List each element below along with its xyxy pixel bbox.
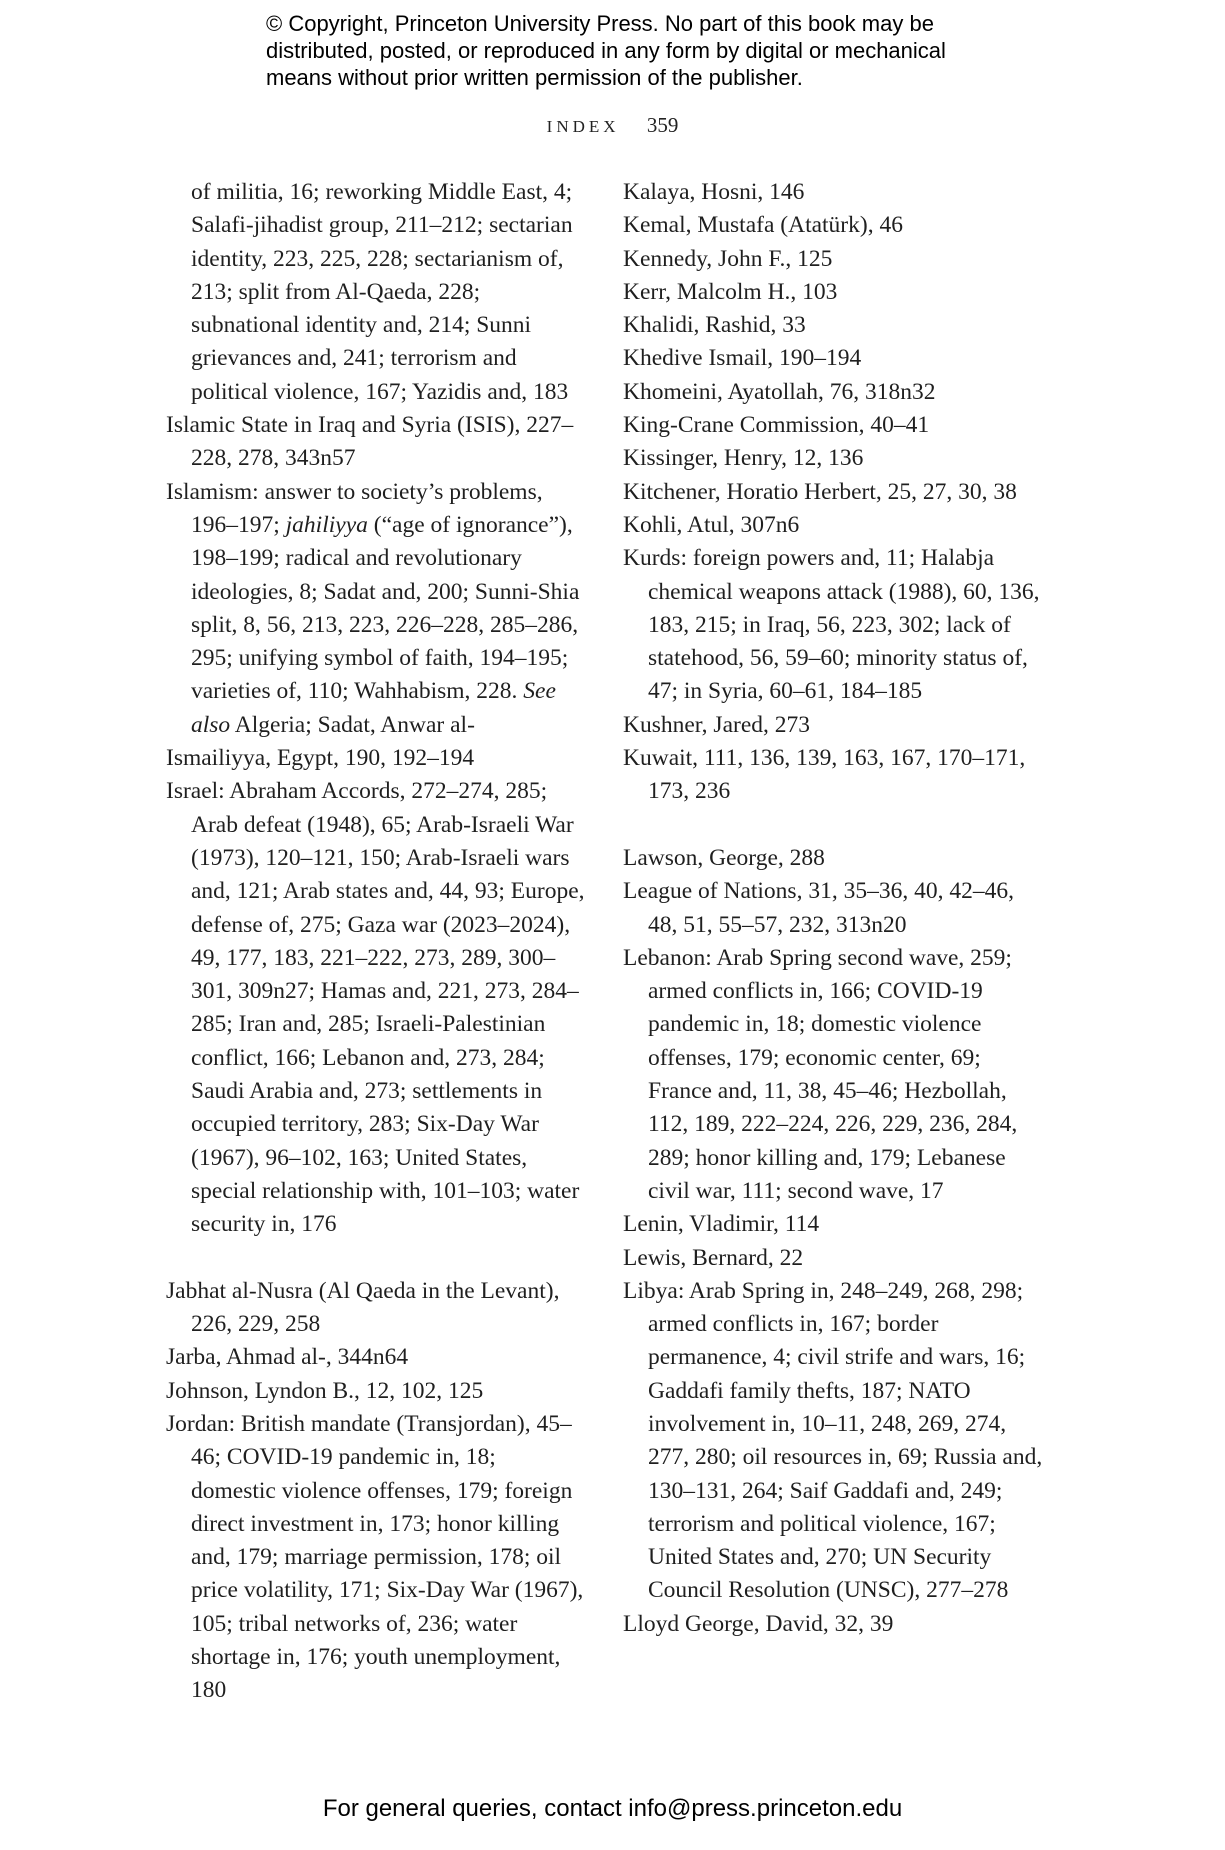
index-entry: Lenin, Vladimir, 114 [623,1211,820,1238]
index-column-right [623,176,1043,1641]
index-entry: Lawson, George, 288 [623,844,825,871]
entry-text: (“age of ignorance”), 198–199; radical and revolutionary ideologies, 8; Sadat and, 200; Sunni-Shia split, 8, 56, 213, 223, 226–228, 285–286, 295; unifying symbol of faith, 194–195; varieties of, 110; Wahhabism, 228. [191,511,580,705]
index-entry: of militia, 16; reworking Middle East, 4; Salafi-jihadist group, 211–212; sectarian identity, 223, 225, 228; sectarianism of, 213; split from Al-Qaeda, 228; subnational identity and, 214; Sunni grievances and, 241; terrorism and political violence, 167; Yazidis and, 183 [191,179,573,405]
running-head-label: INDEX [546,117,620,136]
index-entry: League of Nations, 31, 35–36, 40, 42–46, 48, 51, 55–57, 232, 313n20 [623,878,1014,938]
index-entry: Lebanon: Arab Spring second wave, 259; armed conflicts in, 166; COVID-19 pandemic in, 18; domestic violence offenses, 179; economic center, 69; France and, 11, 38, 45–46; Hezbollah, 112, 189, 222–224, 226, 229, 236, 284, 289; honor killing and, 179; Lebanese civil war, 111; second wave, 17 [623,944,1018,1204]
index-entry: Kohli, Atul, 307n6 [623,511,800,538]
index-entry: Kalaya, Hosni, 146 [623,179,805,205]
index-entry: Khomeini, Ayatollah, 76, 318n32 [623,378,936,405]
letter-group-gap [166,1242,586,1275]
index-entry: Khalidi, Rashid, 33 [623,312,806,339]
index-entry: Jarba, Ahmad al-, 344n64 [166,1344,409,1371]
index-entry: Jabhat al-Nusra (Al Qaeda in the Levant), 226, 229, 258 [166,1277,560,1338]
entry-italic-term: jahiliyya [285,511,368,538]
index-entry: Libya: Arab Spring in, 248–249, 268, 298; armed conflicts in, 167; border permanence, 4; civil strife and wars, 16; Gaddafi family thefts, 187; NATO involvement in, 10–11, 248, 269, 274, 277, 280; oil resources in, 69; Russia and, 130–131, 264; Saif Gaddafi and, 249; terrorism and political violence, 167; United States and, 270; UN Security Council Resolution (UNSC), 277–278 [623,1277,1043,1604]
index-entry: Ismailiyya, Egypt, 190, 192–194 [166,745,475,772]
running-head [0,113,1225,138]
footer-contact: For general queries, contact info@press.princeton.edu [322,1795,903,1822]
copyright-notice [266,10,966,91]
copyright-line-3: means without prior written permission of the publisher. [266,65,803,90]
index-entry: Kissinger, Henry, 12, 136 [623,445,864,472]
entry-text: Algeria; Sadat, Anwar al- [230,711,475,738]
see-also-label: See also [191,678,556,738]
page-number: 359 [646,113,679,137]
index-entry: King-Crane Commission, 40–41 [623,412,930,439]
index-entry: Khedive Ismail, 190–194 [623,345,862,372]
index-entry: Israel: Abraham Accords, 272–274, 285; Arab defeat (1948), 65; Arab-Israeli War (1973), 120–121, 150; Arab-Israeli wars and, 121; Arab states and, 44, 93; Europe, defense of, 275; Gaza war (2023–2024), 49, 177, 183, 221–222, 273, 289, 300–301, 309n27; Hamas and, 221, 273, 284–285; Iran and, 285; Israeli-Palestinian conflict, 166; Lebanon and, 273, 284; Saudi Arabia and, 273; settlements in occupied territory, 283; Six-Day War (1967), 96–102, 163; United States, special relationship with, 101–103; water security in, 176 [166,778,585,1238]
letter-group-gap [623,809,1043,842]
copyright-line-1: © Copyright, Princeton University Press. No part of this book may be [266,11,934,36]
index-entry: Kemal, Mustafa (Atatürk), 46 [623,212,903,239]
index-entry: Islamic State in Iraq and Syria (ISIS), 227–228, 278, 343n57 [166,412,574,472]
index-entry: Johnson, Lyndon B., 12, 102, 125 [166,1377,484,1404]
index-entry: Kuwait, 111, 136, 139, 163, 167, 170–171, 173, 236 [623,745,1026,805]
index-entry: Lloyd George, David, 32, 39 [623,1610,894,1637]
index-entry: Lewis, Bernard, 22 [623,1244,804,1271]
index-entry: Kushner, Jared, 273 [623,711,811,738]
entry-text: Islamism: answer to society’s problems, 196–197; [166,478,543,538]
index-entry: Kerr, Malcolm H., 103 [623,278,838,305]
index-entry: Jordan: British mandate (Transjordan), 45–46; COVID-19 pandemic in, 18; domestic violence offenses, 179; foreign direct investment in, 173; honor killing and, 179; marriage permission, 178; oil price volatility, 171; Six-Day War (1967), 105; tribal networks of, 236; water shortage in, 176; youth unemployment, 180 [166,1410,584,1704]
index-entry: Kurds: foreign powers and, 11; Halabja chemical weapons attack (1988), 60, 136, 183, 215; in Iraq, 56, 223, 302; lack of statehood, 56, 59–60; minority status of, 47; in Syria, 60–61, 184–185 [623,545,1040,705]
copyright-line-2: distributed, posted, or reproduced in any form by digital or mechanical [266,38,946,63]
index-column-left [166,176,586,1708]
index-entry: Kitchener, Horatio Herbert, 25, 27, 30, 38 [623,478,1017,505]
index-entry [166,476,586,742]
index-entry: Kennedy, John F., 125 [623,245,833,272]
